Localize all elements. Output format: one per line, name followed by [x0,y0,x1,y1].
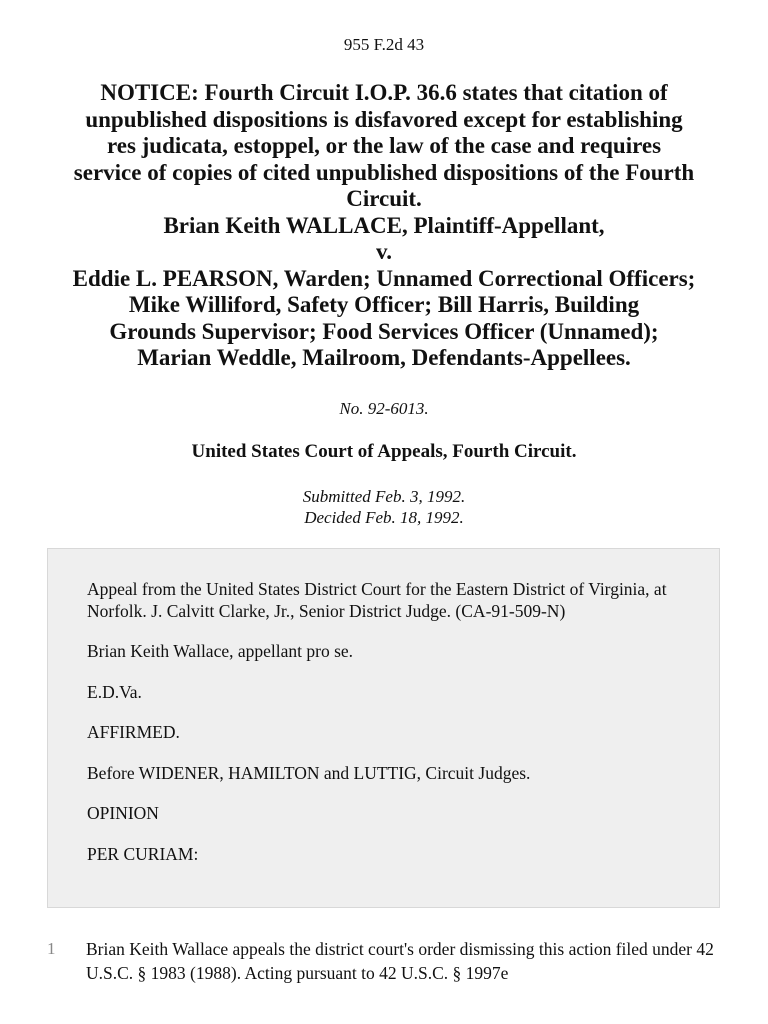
counsel-text: Brian Keith Wallace, appellant pro se. [87,641,354,661]
caption-line: NOTICE: Fourth Circuit I.O.P. 36.6 states that citation of [100,80,668,105]
paragraph-number: 1 [47,939,56,958]
caption-line: Eddie L. PEARSON, Warden; Unnamed Correctional Officers; [72,265,696,291]
docket-number: No. 92-6013. [339,399,429,418]
submitted-date: Submitted Feb. 3, 1992. [302,487,466,506]
panel-text: Before WIDENER, HAMILTON and LUTTIG, Circuit Judges. [87,762,531,783]
per-curiam-label: PER CURIAM: [87,843,199,864]
caption-line: Brian Keith WALLACE, Plaintiff-Appellant, [163,212,605,238]
district-text: E.D.Va. [87,681,142,702]
court-name: United States Court of Appeals, Fourth Circuit. [191,441,577,462]
paragraph-text: Brian Keith Wallace appeals the district court's order dismissing this action filed under 42 U.S.C. § 1983 (1988). Acting pursuant to 42 U.S.C. § 1997e [86,939,714,983]
opinion-heading: OPINION [87,803,159,823]
caption-line: service of copies of cited unpublished dispositions of the Fourth [73,159,695,185]
caption-line: Marian Weddle, Mailroom, Defendants-Appellees. [137,345,631,370]
caption-line: Circuit. [346,186,422,211]
case-dates [0,486,768,528]
caption-line: unpublished dispositions is disfavored except for establishing [85,106,683,132]
caption-line: res judicata, estoppel, or the law of the case and requires [106,133,662,158]
case-info-box [47,548,720,908]
caption-line: v. [376,239,392,264]
case-info-content [87,579,687,884]
caption-line: Mike Williford, Safety Officer; Bill Harris, Building [128,292,640,317]
caption-line: Grounds Supervisor; Food Services Officer (Unnamed); [109,318,659,344]
case-caption [20,80,748,372]
case-citation: 955 F.2d 43 [343,35,425,54]
decided-date: Decided Feb. 18, 1992. [304,508,464,527]
disposition-text: AFFIRMED. [87,722,180,742]
appeal-from-text: Appeal from the United States District Court for the Eastern District of Virginia, at Norfolk. J. Calvitt Clarke, Jr., Senior District Judge. (CA-91-509-N) [87,579,667,621]
